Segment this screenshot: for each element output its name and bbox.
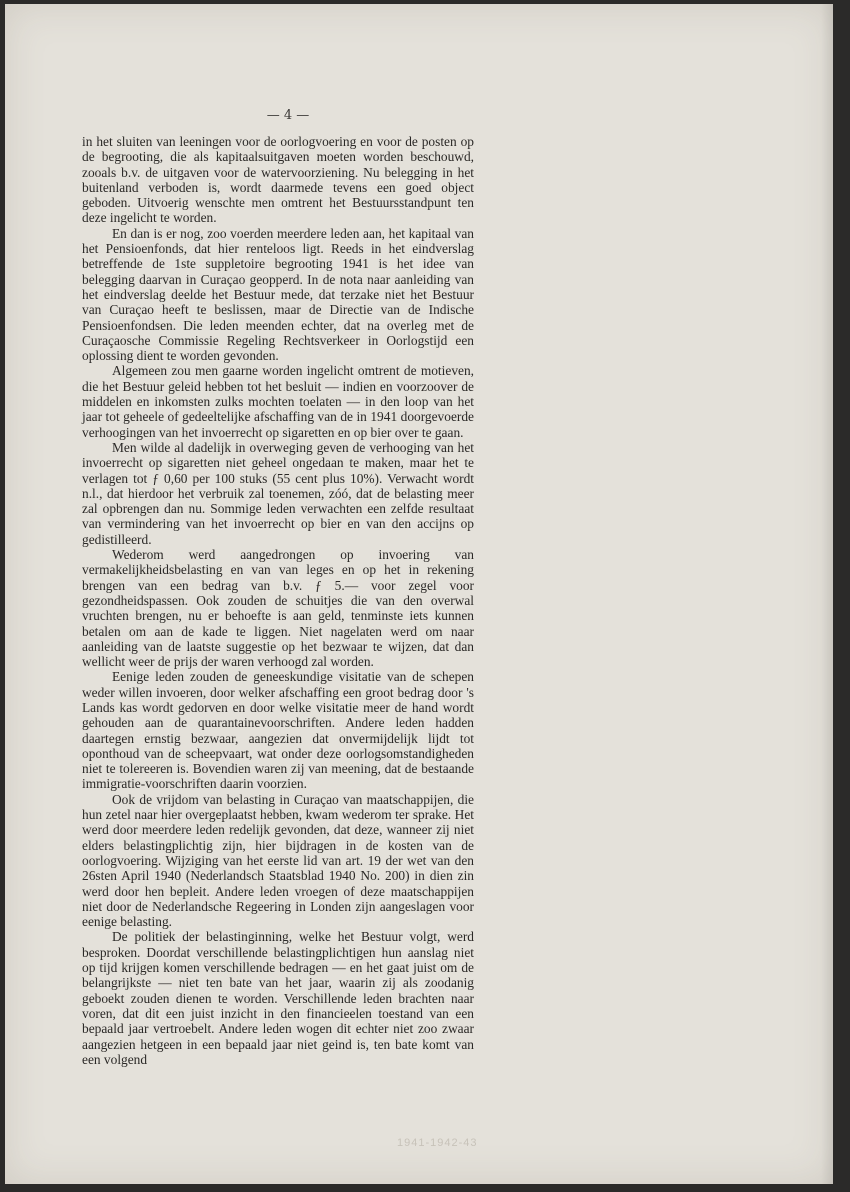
page-edge-shadow xyxy=(821,4,833,1184)
paragraph: Algemeen zou men gaarne worden ingelicht omtrent de motieven, die het Bestuur geleid hebben tot het besluit — indien en voorzoover de middelen en inkomsten zulks mochten toelaten — in den loop van het jaar tot geheele of gedeeltelijke afschaffing van de in 1941 doorgevoerde verhoogingen van het invoerrecht op sigaretten en op bier over te gaan. xyxy=(82,363,474,440)
paragraph: En dan is er nog, zoo voerden meerdere leden aan, het kapitaal van het Pensioenfonds, dat hier renteloos ligt. Reeds in het eindverslag betreffende de 1ste suppletoire begrooting 1941 is het idee van belegging daarvan in Curaçao geopperd. In de nota naar aanleiding van het eindverslag deelde het Bestuur mede, dat terzake niet het Bestuur van Curaçao heeft te beslissen, maar de Directie van de Indische Pensioenfondsen. Die leden meenden echter, dat na overleg met de Curaçaosche Commissie Regeling Rechtsverkeer in Oorlogstijd een oplossing dient te worden gevonden. xyxy=(82,225,474,364)
page-number: — 4 — xyxy=(266,108,310,123)
paragraph: Ook de vrijdom van belasting in Curaçao van maatschappijen, die hun zetel naar hier overgeplaatst hebben, kwam wederom ter sprake. Het werd door meerdere leden redelijk gevonden, dat deze, wanneer zij niet elders belastingplichtig zijn, hier bijdragen in de kosten van de oorlogvoering. Wijziging van het eerste lid van art. 19 der wet van den 26sten April 1940 (Nederlandsch Staatsblad 1940 No. 200) in dien zin werd door hen bepleit. Andere leden vroegen of deze maatschappijen niet door de Nederlandsche Regeering in Londen zijn aangeslagen voor eenige belasting. xyxy=(82,791,474,930)
paragraph: Eenige leden zouden de geneeskundige visitatie van de schepen weder willen invoeren, door welker afschaffing een groot bedrag door 's Lands kas wordt gedorven en door welke visitatie meer de hand wordt gehouden aan de quarantainevoorschriften. Andere leden hadden daartegen ernstig bezwaar, aangezien dat onvermijdelijk lijdt tot oponthoud van de scheepvaart, wat onder deze oorlogsomstandigheden niet te tolereeren is. Bovendien waren zij van meening, dat de bestaande immigratie-voorschriften daarin voorzien. xyxy=(82,669,474,792)
paragraph: Men wilde al dadelijk in overweging geven de verhooging van het invoerrecht op sigaretten niet geheel ongedaan te maken, maar het te verlagen tot ƒ 0,60 per 100 stuks (55 cent plus 10%). Verwacht wordt n.l., dat hierdoor het verbruik zal toenemen, zóó, dat de belasting meer zal opbrengen dan nu. Sommige leden verwachten een zelfde resultaat van vermindering van het invoerrecht op bier en van den accijns op gedistilleerd. xyxy=(82,439,474,547)
paragraph: De politiek der belastinginning, welke het Bestuur volgt, werd besproken. Doordat verschillende belastingplichtigen hun aanslag niet op tijd krijgen komen verschillende bedragen — en het gaat juist om de belangrijkste — niet ten bate van het jaar, waarin zij als zoodanig geboekt zouden dienen te worden. Verschillende leden brachten naar voren, dat dit een juist inzicht in den financieelen toestand van een bepaald jaar vertroebelt. Andere leden wogen dit echter niet zoo zwaar aangezien hetgeen in een bepaald jaar niet geind is, ten bate komt van een volgend xyxy=(82,929,474,1067)
paragraph: in het sluiten van leeningen voor de oorlogvoering en voor de posten op de begrooting, die als kapitaalsuitgaven moeten worden beschouwd, zooals b.v. de uitgaven voor de watervoorziening. Nu belegging in het buitenland verboden is, wordt daarmede tevens een goed object geboden. Uitvoerig wenschte men omtrent het Bestuursstandpunt ten deze ingelicht te worden. xyxy=(82,134,474,226)
document-page xyxy=(5,4,833,1184)
paragraph: Wederom werd aangedrongen op invoering van vermakelijkheidsbelasting en van van leges en op het in rekening brengen van een bedrag van b.v. ƒ 5.— voor zegel voor gezondheidspassen. Ook zouden de schuitjes die van den overwal vruchten brengen, nu er behoefte is aan geld, tenminste iets kunnen betalen om aan de kade te liggen. Niet nagelaten werd om naar aanleiding van de laatste suggestie op het bezwaar te wijzen, dat dan wellicht weer de prijs der waren verhoogd zal worden. xyxy=(82,547,474,670)
archive-stamp: 1941-1942-43 xyxy=(397,1137,478,1149)
body-text xyxy=(82,134,474,1067)
